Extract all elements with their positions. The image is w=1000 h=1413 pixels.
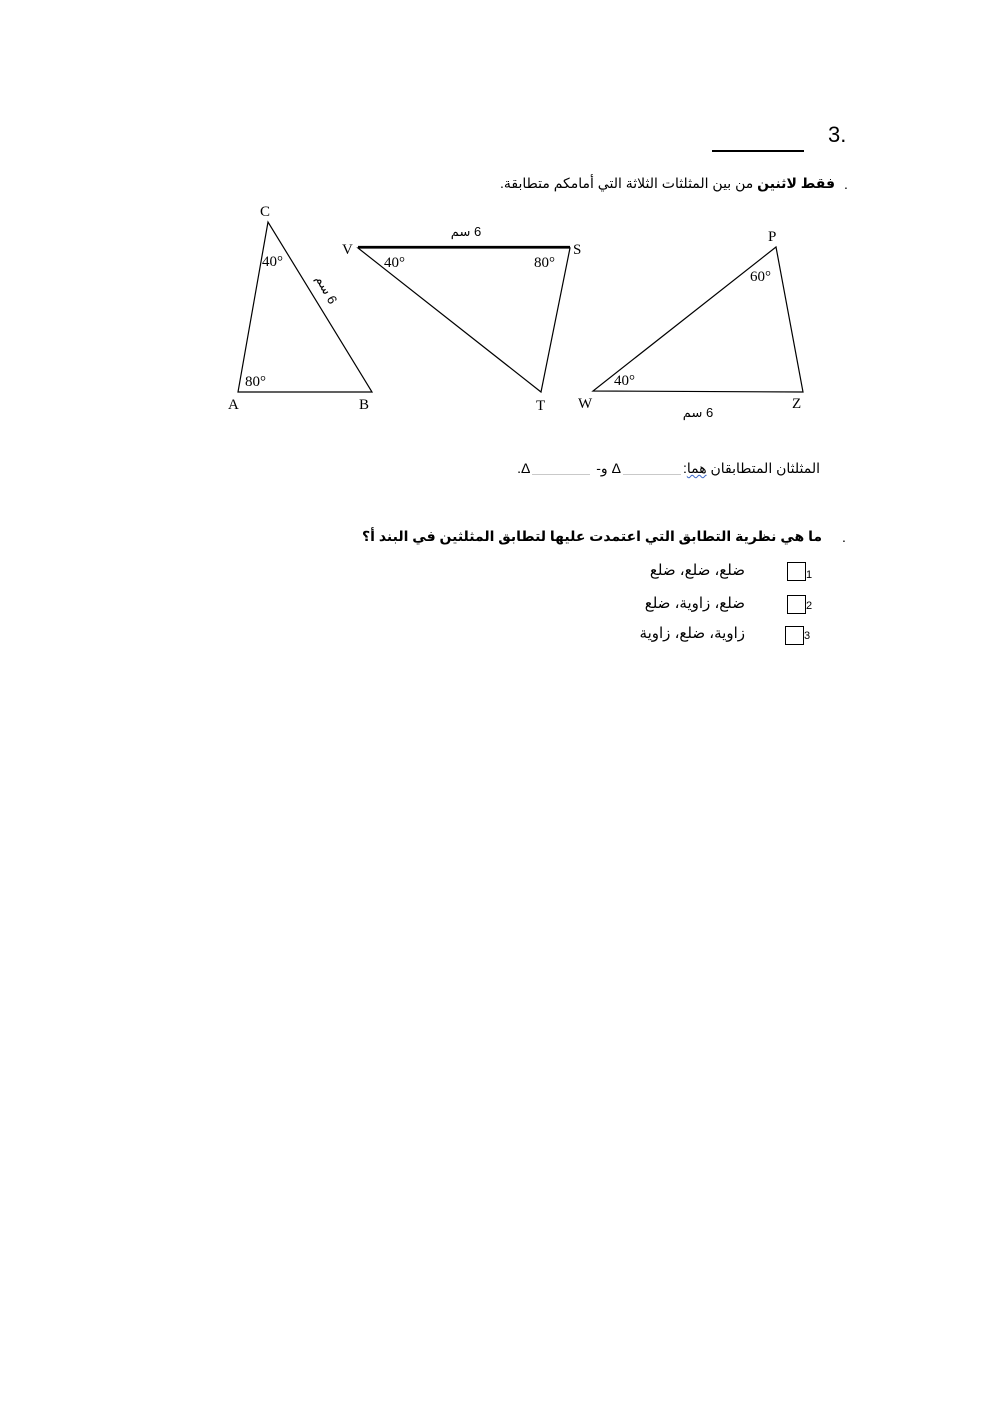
section-a-marker: . [844,176,848,192]
option-1-number: 1 [806,569,813,581]
option-1-checkbox[interactable] [787,562,806,581]
option-1-text: ضلع، ضلع، ضلع [649,562,745,579]
section-b-question: ما هي نظرية التطابق التي اعتمدت عليها لتطابق المثلثين في البند أ؟ [362,528,822,544]
angle-c: 40° [262,254,283,270]
vertex-t: T [536,398,546,414]
side-wz-length: 6 سم [682,405,714,420]
option-3-number: 3 [804,630,811,642]
answer-line [517,460,820,477]
vertex-p: P [768,229,777,245]
answer-label-squiggle: هما [686,460,707,476]
triangle-pwz-shape [593,247,803,392]
triangles-figure [0,0,1000,440]
angle-p: 60° [750,269,771,285]
instruction-bold: فقط لاثنين [757,175,835,191]
answer-label-start: المثلثان المتطابقان [706,460,820,476]
vertex-v: V [342,242,353,258]
delta-symbol-1: Δ [611,460,621,476]
answer-blank-1[interactable] [623,474,681,475]
section-b-marker: . [842,529,846,545]
vertex-a: A [228,397,239,413]
angle-w: 40° [614,373,635,389]
option-2-checkbox[interactable] [787,595,806,614]
vertex-b: B [359,397,370,413]
option-3-checkbox[interactable] [785,626,804,645]
question-number: 3. [828,122,847,147]
triangle-pwz [593,247,803,392]
option-2-text: ضلع، زاوية، ضلع [644,595,745,612]
answer-blank-2[interactable] [532,474,590,475]
answer-and: و- [592,460,612,476]
answer-label-colon: : [682,460,687,476]
option-3-text: زاوية، ضلع، زاوية [639,625,745,642]
side-cb-length: 6 سم [312,272,341,307]
vertex-z: Z [792,396,802,412]
instruction-rest: من بين المثلثات الثلاثة التي أمامكم متطابقة. [499,175,758,191]
vertex-c: C [260,204,271,220]
option-2-number: 2 [806,600,813,612]
delta-symbol-2: Δ [521,460,531,476]
angle-s: 80° [534,255,555,271]
angle-a: 80° [245,374,266,390]
vertex-s: S [573,242,582,258]
vertex-w: W [578,396,593,412]
angle-v: 40° [384,255,405,271]
answer-end-mark: . [517,460,522,476]
side-vs-length: 6 سم [450,224,482,239]
